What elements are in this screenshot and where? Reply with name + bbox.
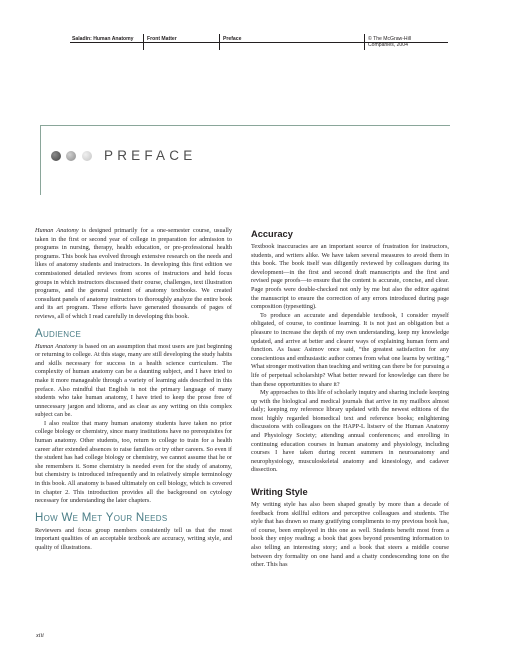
running-header (70, 34, 448, 50)
dark-dot-icon (51, 151, 61, 161)
accuracy-paragraph-1: Textbook inaccuracies are an important source of frustration for instructors, students, and writers alike. We have taken several measures to avoid them in this book. The book itself was diligently reviewed by colleagues during its development—in the first and second draft manuscripts and the first and revised page proofs—to ensure that the content is accurate, concise, and clear. Page proofs were double-checked not only by me but also the editor against the manuscript to ensure the correction of any errors introduced during page composition (typesetting). (251, 243, 449, 311)
header-copyright (364, 34, 448, 50)
needs-paragraph-1: Reviewers and focus group members consistently tell us that the most important qualities of an acceptable textbook are accuracy, writing style, and quality of illustrations. (35, 526, 232, 551)
intro-text: is designed primarily for a one-semester course, usually taken in the first or second year of college in preparation for admission to programs in nursing, therapy, health education, or pre-professional health programs. This book has evolved through extensive research on the needs and likes of anatomy students and instructors. In developing this first edition we commissioned detailed reviews from scores of instructors and held focus groups in which instructors discussed their course, challenges, text illustration programs, and the general content of anatomy textbooks. We created consultant panels of anatomy instructors to thoroughly analyze the entire book and its art program. These efforts have generated thousands of pages of reviews, all of which I read carefully in developing this book. (35, 227, 232, 320)
copyright-line-2: Companies, 2004 (368, 42, 408, 48)
audience-heading: Audience (35, 327, 82, 340)
right-column (251, 229, 449, 570)
audience-paragraph-1 (35, 343, 232, 420)
copyright-line-1: © The McGraw-Hill (368, 36, 411, 42)
book-title-italic: Human Anatomy (35, 342, 78, 350)
page-number: xiii (36, 632, 44, 639)
accuracy-heading: Accuracy (251, 229, 293, 239)
accuracy-paragraph-3: My approaches to this life of scholarly inquiry and sharing include keeping up with the biological and medical journals that arrive in my mailbox almost daily; keeping my reference library updated with the newest editions of the most highly regarded biomedical text and reference books; enlightening discussions with colleagues on the HAPP-L listserv of the Human Anatomy and Physiology Society; attending annual conferences; and enrolling in continuing education courses in human anatomy and physiology, including courses I have taken during recent summers in neuroanatomy and neurophysiology, musculoskeletal anatomy and kinesiology, and cadaver dissection. (251, 389, 449, 474)
header-chapter: Preface (219, 34, 364, 50)
banner-side-rule (40, 125, 41, 195)
light-dot-icon (82, 151, 92, 161)
writing-style-paragraph-1: My writing style has also been shaped greatly by more than a decade of feedback from skillful editors and perceptive colleagues and students. The style that has drawn so many gratifying compliments to my previous book has, of course, been employed in this one as well. Students benefit most from a book they enjoy reading; a book that goes beyond presenting information to also telling an interesting story; and a book that steers a middle course between dry formality on one hand and a chatty condescending tone on the other. This has (251, 501, 449, 569)
banner-top-rule (40, 125, 450, 126)
writing-style-heading: Writing Style (251, 487, 308, 498)
medium-dot-icon (66, 151, 76, 161)
preface-title: PREFACE (104, 148, 197, 163)
book-title-italic: Human Anatomy (35, 227, 79, 234)
audience-text-1: is based on an assumption that most users are just beginning or returning to college. At this stage, many are still developing the study habits and skills necessary for success in a health science curriculum. The complexity of human anatomy can be a daunting subject, and I have tried to make it more manageable through a variety of learning aids described in this preface. Also mindful that English is not the primary language of many students who take human anatomy, I have tried to keep the prose free of unnecessary jargon and idioms, and as clear as any writing on this complex subject can be. (35, 342, 233, 419)
audience-paragraph-2: I also realize that many human anatomy students have taken no prior college biology or chemistry, since many institutions have no prerequisites for human anatomy. Other students, too, return to college to train for a health career after extended absences to raise families or try other careers. So even if the student has had college biology or chemistry, we cannot assume that he or she remembers it. Some chemistry is needed even for the study of anatomy, but chemistry is introduced infrequently and in relatively simple terminology in this book. All anatomy is based ultimately on cell biology, which is covered in chapter 2. This introduction provides all the background on cytology necessary for understanding the later chapters. (35, 419, 232, 505)
accuracy-paragraph-2: To produce an accurate and dependable textbook, I consider myself obligated, of course, to continue learning. It is not just an obligation but a pleasure to increase the depth of my own understanding, keep my knowledge updated, and arrive at better and clearer ways of explaining human form and function. As Isaac Asimov once said, “the greatest satisfaction for any conscientious and enthusiastic author comes from what one learns by writing.” What stronger motivation than teaching and writing can there be for pursuing a life of perpetual scholarship? What better reward for knowledge can there be than these opportunities to share it? (251, 311, 449, 388)
needs-heading: How We Met Your Needs (35, 511, 168, 524)
header-book-title: Saladin: Human Anatomy (72, 36, 134, 42)
left-column (35, 227, 232, 553)
intro-paragraph (35, 227, 232, 322)
header-section: Front Matter (143, 34, 219, 50)
